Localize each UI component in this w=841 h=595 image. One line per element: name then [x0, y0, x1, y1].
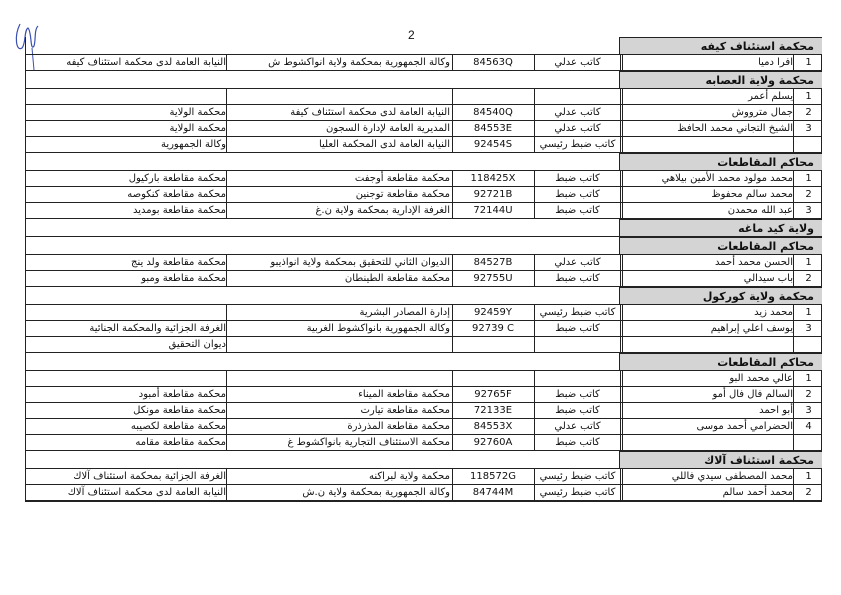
table-row [26, 305, 821, 321]
current-assignment [228, 337, 453, 352]
job-function: كاتب ضبط رئيسي [535, 137, 621, 152]
row-number: 1 [805, 373, 812, 384]
employee-code: 118572G [452, 469, 535, 484]
new-assignment: محكمة مقاطعة أمبود [30, 387, 227, 402]
section-band [619, 451, 822, 469]
current-assignment: الديوان الثاني للتحقيق بمحكمة ولاية انواذيبو [228, 255, 453, 270]
current-assignment: محكمة الاستئناف التجارية بانواكشوط غ [228, 435, 453, 450]
new-assignment: الغرفة الجزائية والمحكمة الجنائية [30, 321, 227, 336]
row-number: 3 [805, 323, 812, 334]
row-number [796, 337, 821, 352]
employee-name: محمد زيد [622, 305, 794, 320]
job-function: كاتب ضبط [535, 321, 621, 336]
job-function: كاتب عدلي [535, 121, 621, 136]
section-band [619, 37, 822, 55]
table-row [26, 387, 821, 403]
section-header [26, 287, 821, 305]
employee-code: 72133E [452, 403, 535, 418]
section-header [26, 71, 821, 89]
new-assignment: النيابة العامة لدى محكمة استئناف كيفه [30, 55, 227, 70]
new-assignment [30, 89, 227, 104]
row-number: 1 [805, 173, 812, 184]
current-assignment: وكالة الجمهورية بانواكشوط الغربية [228, 321, 453, 336]
employee-name: افرا دميا [622, 55, 794, 70]
job-function: كاتب عدلي [535, 105, 621, 120]
table-row [26, 137, 821, 153]
employee-name: يسلم أعمر [622, 89, 794, 104]
row-number: 2 [805, 189, 812, 200]
new-assignment: محكمة مقاطعة ومبو [30, 271, 227, 286]
job-function: كاتب ضبط رئيسي [535, 305, 621, 320]
section-band [619, 219, 822, 237]
current-assignment: محكمة ولاية لبراكنه [228, 469, 453, 484]
employee-code [452, 337, 535, 352]
employee-code: 72144U [452, 203, 535, 218]
employee-name: الحضرامي أحمد موسى [622, 419, 794, 434]
employee-code [452, 371, 535, 386]
new-assignment: محكمة مقاطعة ولد ينج [30, 255, 227, 270]
new-assignment [30, 305, 227, 320]
section-title: محاكم المقاطعات [717, 240, 814, 253]
employee-code: 84563Q [452, 55, 535, 70]
employee-name: محمد أحمد سالم [622, 485, 794, 500]
section-header [26, 237, 821, 255]
new-assignment: وكالة الجمهورية [30, 137, 227, 152]
new-assignment: محكمة مقاطعة لكصيبه [30, 419, 227, 434]
employee-name: محمد المصطفى سيدي فاللي [622, 469, 794, 484]
employee-name: محمد سالم محفوظ [622, 187, 794, 202]
job-function: كاتب ضبط [535, 435, 621, 450]
current-assignment [228, 371, 453, 386]
table-row [26, 271, 821, 287]
section-header [26, 219, 821, 237]
table-row [26, 89, 821, 105]
employee-name: الحسن محمد أحمد [622, 255, 794, 270]
row-number: 2 [805, 107, 812, 118]
new-assignment: النيابة العامة لدى محكمة استئناف آلاك [30, 485, 227, 500]
row-number: 1 [805, 257, 812, 268]
table-row [26, 419, 821, 435]
table-row [26, 171, 821, 187]
employee-name: يوسف اعلي إبراهيم [622, 321, 794, 336]
row-number [796, 435, 821, 450]
employee-name: باب سيدالي [622, 271, 794, 286]
current-assignment: النيابة العامة لدى المحكمة العليا [228, 137, 453, 152]
section-band [619, 237, 822, 255]
table-row [26, 255, 821, 271]
job-function: كاتب ضبط [535, 187, 621, 202]
row-number: 4 [805, 421, 812, 432]
job-function: كاتب ضبط [535, 271, 621, 286]
employee-code: 92454S [452, 137, 535, 152]
section-band [619, 153, 822, 171]
current-assignment: إدارة المصادر البشرية [228, 305, 453, 320]
employee-code: 92765F [452, 387, 535, 402]
personnel-table [25, 37, 822, 502]
table-row [26, 371, 821, 387]
row-number [796, 137, 821, 152]
employee-code: 92459Y [452, 305, 535, 320]
employee-code: 92721B [452, 187, 535, 202]
row-number: 1 [805, 57, 812, 68]
row-number: 1 [805, 307, 812, 318]
employee-name: أبو احمد [622, 403, 794, 418]
employee-name [622, 435, 794, 450]
page-number: 2 [408, 28, 415, 42]
employee-code [452, 89, 535, 104]
employee-code: 84553E [452, 121, 535, 136]
job-function: كاتب عدلي [535, 419, 621, 434]
job-function: كاتب ضبط [535, 387, 621, 402]
employee-name: السالم فال فال أمو [622, 387, 794, 402]
current-assignment: النيابة العامة لدى محكمة استئناف كيفة [228, 105, 453, 120]
current-assignment: محكمة مقاطعة المذرذرة [228, 419, 453, 434]
row-number: 2 [805, 273, 812, 284]
section-title: محاكم المقاطعات [717, 356, 814, 369]
current-assignment: محكمة مقاطعة الميناء [228, 387, 453, 402]
current-assignment: المديرية العامة لإدارة السجون [228, 121, 453, 136]
row-number: 1 [805, 91, 812, 102]
employee-code: 118425X [452, 171, 535, 186]
job-function: كاتب ضبط [535, 203, 621, 218]
employee-name [622, 337, 794, 352]
section-header [26, 153, 821, 171]
employee-code: 92760A [452, 435, 535, 450]
employee-code: 84540Q [452, 105, 535, 120]
table-row [26, 105, 821, 121]
table-row [26, 435, 821, 451]
employee-code: 92739 C [452, 321, 535, 336]
section-title: محاكم المقاطعات [717, 156, 814, 169]
current-assignment: وكالة الجمهورية بمحكمة ولاية ن.ش [228, 485, 453, 500]
row-number: 2 [805, 389, 812, 400]
employee-name: الشيخ التجاني محمد الحافظ [622, 121, 794, 136]
section-header [26, 353, 821, 371]
section-title: محكمة ولاية كوركول [702, 290, 814, 303]
job-function: كاتب عدلي [535, 55, 621, 70]
section-header [26, 451, 821, 469]
employee-code: 92755U [452, 271, 535, 286]
section-header [26, 37, 821, 55]
new-assignment: محكمة مقاطعة مونكل [30, 403, 227, 418]
section-band [619, 353, 822, 371]
current-assignment: محكمة مقاطعة أوجفت [228, 171, 453, 186]
current-assignment: محكمة مقاطعة توجنين [228, 187, 453, 202]
section-title: ولاية كيد ماغه [738, 222, 814, 235]
employee-name: عبد الله محمدن [622, 203, 794, 218]
row-number: 1 [805, 471, 812, 482]
employee-name: محمد مولود محمد الأمين بيلاهي [622, 171, 794, 186]
table-row [26, 55, 821, 71]
section-title: محكمة ولاية العصابه [705, 74, 814, 87]
row-number: 2 [805, 487, 812, 498]
job-function [535, 89, 621, 104]
new-assignment: محكمة مقاطعة مقامه [30, 435, 227, 450]
employee-name: جمال مترووش [622, 105, 794, 120]
job-function [535, 371, 621, 386]
new-assignment: محكمة مقاطعة كنكوصه [30, 187, 227, 202]
job-function: كاتب ضبط رئيسي [535, 469, 621, 484]
table-row [26, 121, 821, 137]
current-assignment: محكمة مقاطعة الطينطان [228, 271, 453, 286]
section-band [619, 71, 822, 89]
table-row [26, 203, 821, 219]
employee-code: 84553X [452, 419, 535, 434]
current-assignment [228, 89, 453, 104]
current-assignment: محكمة مقاطعة تيارت [228, 403, 453, 418]
table-row [26, 337, 821, 353]
new-assignment: محكمة الولاية [30, 105, 227, 120]
job-function: كاتب عدلي [535, 255, 621, 270]
new-assignment: ديوان التحقيق [30, 337, 227, 352]
job-function [535, 337, 621, 352]
job-function: كاتب ضبط [535, 403, 621, 418]
employee-code: 84527B [452, 255, 535, 270]
employee-name [622, 137, 794, 152]
table-row [26, 321, 821, 337]
new-assignment: محكمة مقاطعة باركيول [30, 171, 227, 186]
current-assignment: وكالة الجمهورية بمحكمة ولاية انواكشوط ش [228, 55, 453, 70]
row-number: 3 [805, 205, 812, 216]
job-function: كاتب ضبط [535, 171, 621, 186]
section-band [619, 287, 822, 305]
section-title: محكمة استئناف آلاك [704, 454, 814, 467]
table-row [26, 187, 821, 203]
employee-name: عالي محمد البو [622, 371, 794, 386]
table-row [26, 469, 821, 485]
new-assignment: محكمة الولاية [30, 121, 227, 136]
new-assignment: الغرفة الجزائية بمحكمة استئناف آلاك [30, 469, 227, 484]
section-title: محكمة استئناف كيفه [700, 40, 814, 53]
job-function: كاتب ضبط رئيسي [535, 485, 621, 500]
new-assignment: محكمة مقاطعة بومديد [30, 203, 227, 218]
row-number: 3 [805, 123, 812, 134]
new-assignment [30, 371, 227, 386]
employee-code: 84744M [452, 485, 535, 500]
row-number: 3 [805, 405, 812, 416]
table-row [26, 403, 821, 419]
current-assignment: الغرفة الإدارية بمحكمة ولاية ن.غ [228, 203, 453, 218]
table-row [26, 485, 821, 501]
